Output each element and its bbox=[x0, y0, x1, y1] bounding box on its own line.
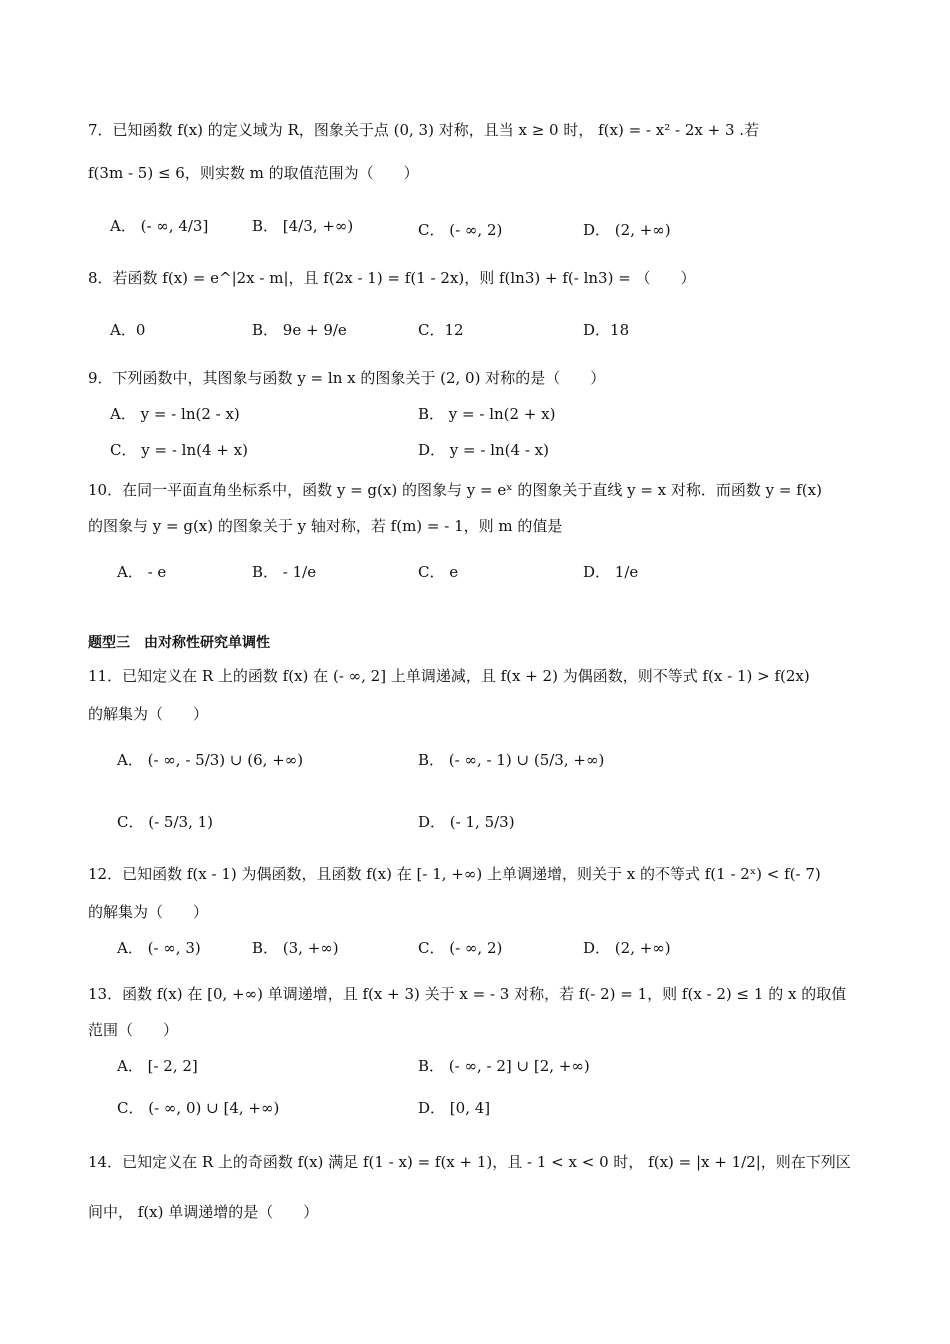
q9-stem-line1: 9．下列函数中，其图象与函数 y = ln x 的图象关于 (2, 0) 对称的是（ ） bbox=[88, 369, 606, 387]
q9-option-d: D． y = - ln(4 - x) bbox=[418, 441, 549, 459]
q13-option-d: D． [0, 4] bbox=[418, 1099, 491, 1117]
q13-option-b: B． (- ∞, - 2] ∪ [2, +∞) bbox=[418, 1057, 590, 1075]
q11-option-a: A． (- ∞, - 5/3) ∪ (6, +∞) bbox=[117, 751, 304, 769]
q10-option-c: C． e bbox=[418, 563, 459, 581]
q11-option-b: B． (- ∞, - 1) ∪ (5/3, +∞) bbox=[418, 751, 605, 769]
q12-option-b: B． (3, +∞) bbox=[252, 939, 339, 957]
q7-option-c: C． (- ∞, 2) bbox=[418, 221, 503, 239]
q8-option-b: B． 9e + 9/e bbox=[252, 321, 347, 339]
section-title: 题型三 由对称性研究单调性 bbox=[88, 635, 270, 651]
q11-stem-line2: 的解集为（ ） bbox=[88, 705, 209, 723]
q12-option-a: A． (- ∞, 3) bbox=[117, 939, 201, 957]
q8-option-a: A．0 bbox=[110, 321, 146, 339]
q12-stem-line1: 12．已知函数 f(x - 1) 为偶函数，且函数 f(x) 在 [- 1, +∞) 上单调递增，则关于 x 的不等式 f(1 - 2ˣ) < f(- 7) bbox=[88, 865, 821, 883]
q12-stem-line2: 的解集为（ ） bbox=[88, 903, 209, 921]
q10-option-b: B． - 1/e bbox=[252, 563, 317, 581]
q9-option-c: C． y = - ln(4 + x) bbox=[110, 441, 248, 459]
q13-stem-line1: 13．函数 f(x) 在 [0, +∞) 单调递增，且 f(x + 3) 关于 x = - 3 对称，若 f(- 2) = 1，则 f(x - 2) ≤ 1 的 x 的取值 bbox=[88, 985, 847, 1003]
q7-option-b: B． [4/3, +∞) bbox=[252, 217, 354, 235]
q14-stem-line2: 间中， f(x) 单调递增的是（ ） bbox=[88, 1203, 319, 1221]
q10-stem-line1: 10．在同一平面直角坐标系中，函数 y = g(x) 的图象与 y = eˣ 的图象关于直线 y = x 对称．而函数 y = f(x) bbox=[88, 481, 822, 499]
q10-option-a: A． - e bbox=[117, 563, 167, 581]
q12-option-c: C． (- ∞, 2) bbox=[418, 939, 503, 957]
q11-option-d: D． (- 1, 5/3) bbox=[418, 813, 515, 831]
q8-stem-line1: 8．若函数 f(x) = e^|2x - m|，且 f(2x - 1) = f(1 - 2x)，则 f(ln3) + f(- ln3) = （ ） bbox=[88, 269, 696, 287]
q11-stem-line1: 11．已知定义在 R 上的函数 f(x) 在 (- ∞, 2] 上单调递减，且 f(x + 2) 为偶函数，则不等式 f(x - 1) > f(2x) bbox=[88, 667, 810, 685]
q13-option-a: A． [- 2, 2] bbox=[117, 1057, 198, 1075]
q7-option-a: A． (- ∞, 4/3] bbox=[110, 217, 209, 235]
q7-stem-line2: f(3m - 5) ≤ 6，则实数 m 的取值范围为（ ） bbox=[88, 164, 419, 182]
q7-option-d: D． (2, +∞) bbox=[583, 221, 671, 239]
q8-option-d: D．18 bbox=[583, 321, 630, 339]
q13-stem-line2: 范围（ ） bbox=[88, 1021, 179, 1039]
q13-option-c: C． (- ∞, 0) ∪ [4, +∞) bbox=[117, 1099, 280, 1117]
q10-option-d: D． 1/e bbox=[583, 563, 639, 581]
q14-stem-line1: 14．已知定义在 R 上的奇函数 f(x) 满足 f(1 - x) = f(x + 1)，且 - 1 < x < 0 时， f(x) = |x + 1/2|，则在下列区 bbox=[88, 1153, 851, 1171]
q9-option-a: A． y = - ln(2 - x) bbox=[110, 405, 240, 423]
q8-option-c: C．12 bbox=[418, 321, 464, 339]
q10-stem-line2: 的图象与 y = g(x) 的图象关于 y 轴对称，若 f(m) = - 1，则 m 的值是 bbox=[88, 517, 563, 535]
q11-option-c: C． (- 5/3, 1) bbox=[117, 813, 214, 831]
q7-stem-line1: 7．已知函数 f(x) 的定义域为 R，图象关于点 (0, 3) 对称，且当 x ≥ 0 时， f(x) = - x² - 2x + 3 .若 bbox=[88, 121, 760, 139]
q9-option-b: B． y = - ln(2 + x) bbox=[418, 405, 556, 423]
q12-option-d: D． (2, +∞) bbox=[583, 939, 671, 957]
